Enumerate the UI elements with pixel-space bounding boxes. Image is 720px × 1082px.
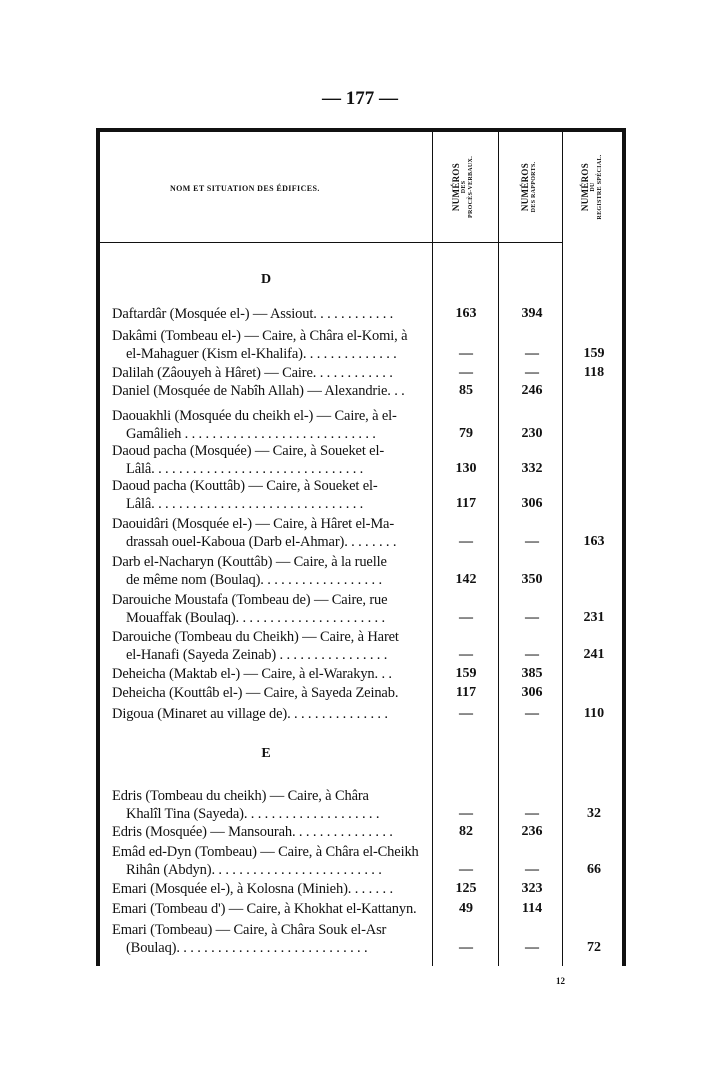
rapport-number: — bbox=[525, 647, 539, 662]
table-row bbox=[112, 844, 430, 879]
registre-number: 163 bbox=[583, 534, 605, 549]
rapport-number: 306 bbox=[521, 496, 543, 511]
entry-line-continued: (Boulaq). . . . . . . . . . . . . . . . . . . . . . . . . . . . bbox=[126, 939, 368, 956]
entry-line: Daouidâri (Mosquée el-) — Caire, à Hâret el-Ma- bbox=[112, 516, 395, 532]
table-row bbox=[112, 408, 430, 443]
rapport-number: 385 bbox=[521, 666, 543, 681]
rapport-number: 350 bbox=[521, 572, 543, 587]
column-rule bbox=[562, 132, 563, 966]
proces-verbal-number: 159 bbox=[455, 666, 477, 681]
proces-verbal-number: — bbox=[459, 610, 473, 625]
table-row bbox=[112, 306, 430, 324]
registre-number: 32 bbox=[587, 806, 601, 821]
entry-line: Edris (Tombeau du cheikh) — Caire, à Châra bbox=[112, 788, 369, 804]
entry-line-continued: drassah ouel-Kaboua (Darb el-Ahmar). . . . . . . . bbox=[126, 533, 397, 550]
rapport-number: — bbox=[525, 365, 539, 380]
entry-line: Digoua (Minaret au village de). . . . . . . . . . . . . . . bbox=[112, 706, 388, 722]
rapport-number: 394 bbox=[521, 306, 543, 321]
table-row bbox=[112, 478, 430, 513]
proces-verbal-number: 130 bbox=[455, 461, 477, 476]
registre-number: 72 bbox=[587, 940, 601, 955]
proces-verbal-number: 85 bbox=[459, 383, 473, 398]
table-row bbox=[112, 328, 430, 363]
rapport-number: — bbox=[525, 940, 539, 955]
entry-line: Darouiche (Tombeau du Cheikh) — Caire, à Haret bbox=[112, 629, 399, 645]
table-row bbox=[112, 629, 430, 664]
section-letter: E bbox=[261, 746, 271, 761]
entry-line-continued: de même nom (Boulaq). . . . . . . . . . . . . . . . . . bbox=[126, 571, 382, 588]
rapport-number: 306 bbox=[521, 685, 543, 700]
proces-verbal-number: 82 bbox=[459, 824, 473, 839]
table-row bbox=[112, 922, 430, 957]
proces-verbal-number: — bbox=[459, 647, 473, 662]
entry-line: Darouiche Moustafa (Tombeau de) — Caire, rue bbox=[112, 592, 388, 608]
proces-verbal-number: 142 bbox=[455, 572, 477, 587]
rapport-number: 332 bbox=[521, 461, 543, 476]
header-proces-verbaux: NUMÉROS DES PROCÈS-VERBAUX. bbox=[450, 156, 475, 219]
proces-verbal-number: — bbox=[459, 862, 473, 877]
rapport-number: — bbox=[525, 610, 539, 625]
entry-line: Emari (Tombeau) — Caire, à Châra Souk el-Asr bbox=[112, 922, 387, 938]
column-rule bbox=[498, 132, 499, 966]
table-row bbox=[112, 901, 430, 919]
entry-line: Daoud pacha (Mosquée) — Caire, à Soueket el- bbox=[112, 443, 385, 459]
table-row bbox=[112, 824, 430, 842]
entry-line-continued: Lâlâ. . . . . . . . . . . . . . . . . . . . . . . . . . . . . . . bbox=[126, 460, 364, 477]
rapport-number: 230 bbox=[521, 426, 543, 441]
proces-verbal-number: 49 bbox=[459, 901, 473, 916]
registre-number: 66 bbox=[587, 862, 601, 877]
entry-line: Daftardâr (Mosquée el-) — Assiout. . . . . . . . . . . . bbox=[112, 306, 394, 322]
entry-line: Dalilah (Zâouyeh à Hâret) — Caire. . . . . . . . . . . . bbox=[112, 365, 393, 381]
proces-verbal-number: 117 bbox=[455, 685, 477, 700]
entry-line-continued: el-Hanafi (Sayeda Zeinab) . . . . . . . . . . . . . . . . bbox=[126, 646, 388, 663]
entry-line-continued: Lâlâ. . . . . . . . . . . . . . . . . . . . . . . . . . . . . . . bbox=[126, 495, 364, 512]
rapport-number: — bbox=[525, 806, 539, 821]
page-number: — 177 — bbox=[322, 88, 398, 109]
entry-line: Daouakhli (Mosquée du cheikh el-) — Caire, à el- bbox=[112, 408, 397, 424]
proces-verbal-number: 125 bbox=[455, 881, 477, 896]
header-name: NOM ET SITUATION DES ÉDIFICES. bbox=[170, 184, 320, 193]
proces-verbal-number: — bbox=[459, 806, 473, 821]
table-row bbox=[112, 685, 430, 703]
entry-line: Daniel (Mosquée de Nabîh Allah) — Alexandrie. . . bbox=[112, 383, 405, 399]
proces-verbal-number: — bbox=[459, 365, 473, 380]
entry-line: Emari (Tombeau d') — Caire, à Khokhat el-Kattanyn. bbox=[112, 901, 417, 917]
proces-verbal-number: — bbox=[459, 706, 473, 721]
rapport-number: — bbox=[525, 346, 539, 361]
table-row bbox=[112, 383, 430, 401]
rapport-number: 236 bbox=[521, 824, 543, 839]
registre-number: 118 bbox=[583, 365, 605, 380]
proces-verbal-number: 79 bbox=[459, 426, 473, 441]
rapport-number: 323 bbox=[521, 881, 543, 896]
table-row bbox=[112, 881, 430, 899]
section-letter: D bbox=[260, 272, 272, 287]
proces-verbal-number: 163 bbox=[455, 306, 477, 321]
entry-line-continued: Rihân (Abdyn). . . . . . . . . . . . . . . . . . . . . . . . . bbox=[126, 861, 382, 878]
index-table bbox=[96, 128, 626, 966]
registre-number: 110 bbox=[583, 706, 605, 721]
rapport-number: — bbox=[525, 706, 539, 721]
table-row bbox=[112, 666, 430, 684]
signature-mark: 12 bbox=[556, 976, 565, 986]
entry-line: Deheicha (Kouttâb el-) — Caire, à Sayeda Zeinab. bbox=[112, 685, 399, 701]
entry-line: Emâd ed-Dyn (Tombeau) — Caire, à Châra el-Cheikh bbox=[112, 844, 419, 860]
entry-line: Dakâmi (Tombeau el-) — Caire, à Châra el-Komi, à bbox=[112, 328, 408, 344]
registre-number: 159 bbox=[583, 346, 605, 361]
header-registre: NUMÉROS DU REGISTRE SPÉCIAL. bbox=[579, 154, 604, 220]
registre-number: 241 bbox=[583, 647, 605, 662]
table-row bbox=[112, 516, 430, 551]
entry-line-continued: Mouaffak (Boulaq). . . . . . . . . . . . . . . . . . . . . . bbox=[126, 609, 385, 626]
entry-line-continued: Khalîl Tina (Sayeda). . . . . . . . . . . . . . . . . . . . bbox=[126, 805, 380, 822]
proces-verbal-number: — bbox=[459, 940, 473, 955]
rapport-number: 246 bbox=[521, 383, 543, 398]
proces-verbal-number: 117 bbox=[455, 496, 477, 511]
table-row bbox=[112, 554, 430, 589]
entry-line: Darb el-Nacharyn (Kouttâb) — Caire, à la ruelle bbox=[112, 554, 387, 570]
rapport-number: — bbox=[525, 534, 539, 549]
rapport-number: 114 bbox=[521, 901, 543, 916]
entry-line: Edris (Mosquée) — Mansourah. . . . . . . . . . . . . . . bbox=[112, 824, 393, 840]
proces-verbal-number: — bbox=[459, 346, 473, 361]
table-row bbox=[112, 706, 430, 724]
table-row bbox=[112, 365, 430, 383]
proces-verbal-number: — bbox=[459, 534, 473, 549]
table-row bbox=[112, 443, 430, 478]
entry-line: Deheicha (Maktab el-) — Caire, à el-Warakyn. . . bbox=[112, 666, 392, 682]
header-rapports: NUMÉROS DES RAPPORTS. bbox=[520, 161, 537, 213]
header-rule bbox=[100, 242, 562, 243]
table-row bbox=[112, 592, 430, 627]
entry-line: Daoud pacha (Kouttâb) — Caire, à Soueket el- bbox=[112, 478, 378, 494]
table-row bbox=[112, 788, 430, 823]
column-rule bbox=[432, 132, 433, 966]
rapport-number: — bbox=[525, 862, 539, 877]
registre-number: 231 bbox=[583, 610, 605, 625]
entry-line-continued: el-Mahaguer (Kism el-Khalifa). . . . . . . . . . . . . . bbox=[126, 345, 397, 362]
entry-line: Emari (Mosquée el-), à Kolosna (Minieh). . . . . . . bbox=[112, 881, 393, 897]
entry-line-continued: Gamâlieh . . . . . . . . . . . . . . . . . . . . . . . . . . . . bbox=[126, 425, 376, 442]
